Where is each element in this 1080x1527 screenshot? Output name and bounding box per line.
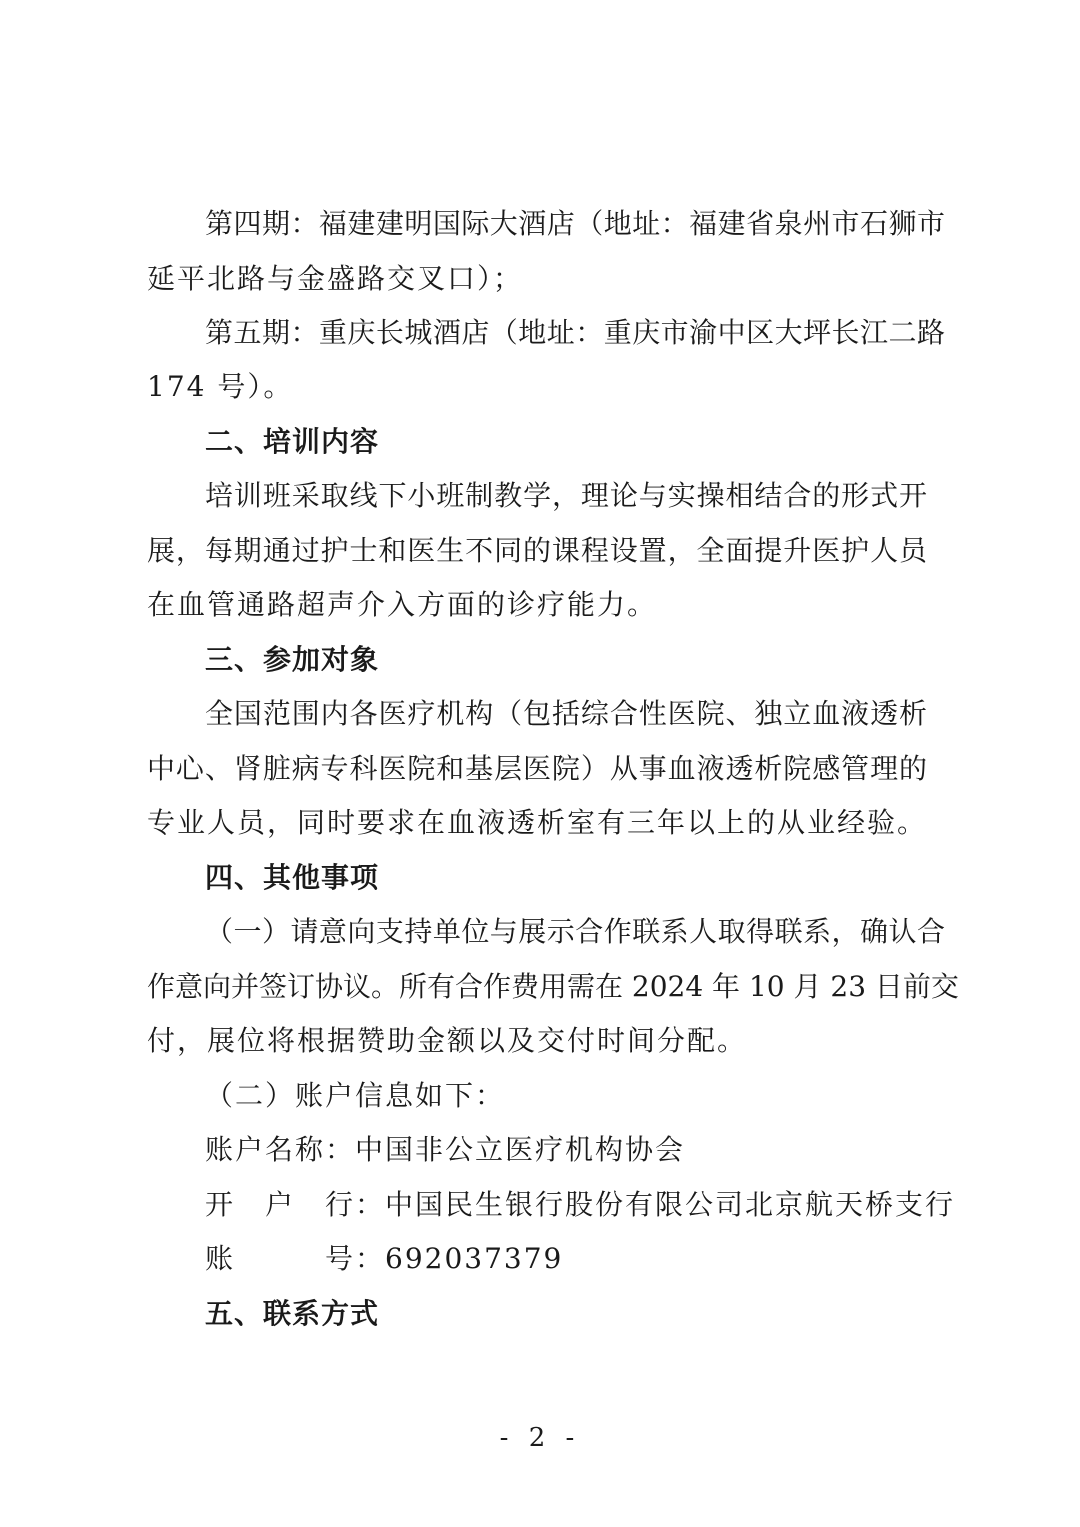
paragraph-line: 第四期：福建建明国际大酒店（地址：福建省泉州市石狮市: [205, 207, 945, 240]
paragraph-line: 在血管通路超声介入方面的诊疗能力。: [147, 588, 658, 621]
paragraph-line: 第五期：重庆长城酒店（地址：重庆市渝中区大坪长江二路: [205, 316, 945, 349]
paragraph-line: 专业人员，同时要求在血液透析室有三年以上的从业经验。: [147, 806, 928, 839]
paragraph-line: 培训班采取线下小班制教学，理论与实操相结合的形式开: [205, 479, 927, 512]
paragraph-line: 中心、肾脏病专科医院和基层医院）从事血液透析院感管理的: [147, 752, 927, 785]
paragraph-line: 作意向并签订协议。所有合作费用需在 2024 年 10 月 23 日前交: [147, 970, 959, 1003]
paragraph-line: 全国范围内各医疗机构（包括综合性医院、独立血液透析: [205, 697, 927, 730]
account-name-line: 账户名称：中国非公立医疗机构协会: [205, 1133, 686, 1166]
section-heading: 五、联系方式: [205, 1297, 380, 1330]
bank-line: 开 户 行：中国民生银行股份有限公司北京航天桥支行: [205, 1188, 956, 1221]
account-number-line: 账 号：692037379: [205, 1242, 564, 1275]
paragraph-line: （二）账户信息如下：: [205, 1079, 506, 1112]
page-number: - 2 -: [499, 1423, 581, 1453]
paragraph-line: 174 号）。: [147, 370, 294, 403]
section-heading: 二、培训内容: [205, 425, 380, 458]
paragraph-line: 付，展位将根据赞助金额以及交付时间分配。: [147, 1024, 748, 1057]
paragraph-line: 展，每期通过护士和医生不同的课程设置，全面提升医护人员: [147, 534, 927, 567]
paragraph-line: 延平北路与金盛路交叉口）；: [147, 262, 524, 295]
section-heading: 四、其他事项: [205, 861, 380, 894]
paragraph-line: （一）请意向支持单位与展示合作联系人取得联系，确认合: [205, 915, 945, 948]
section-heading: 三、参加对象: [205, 643, 380, 676]
